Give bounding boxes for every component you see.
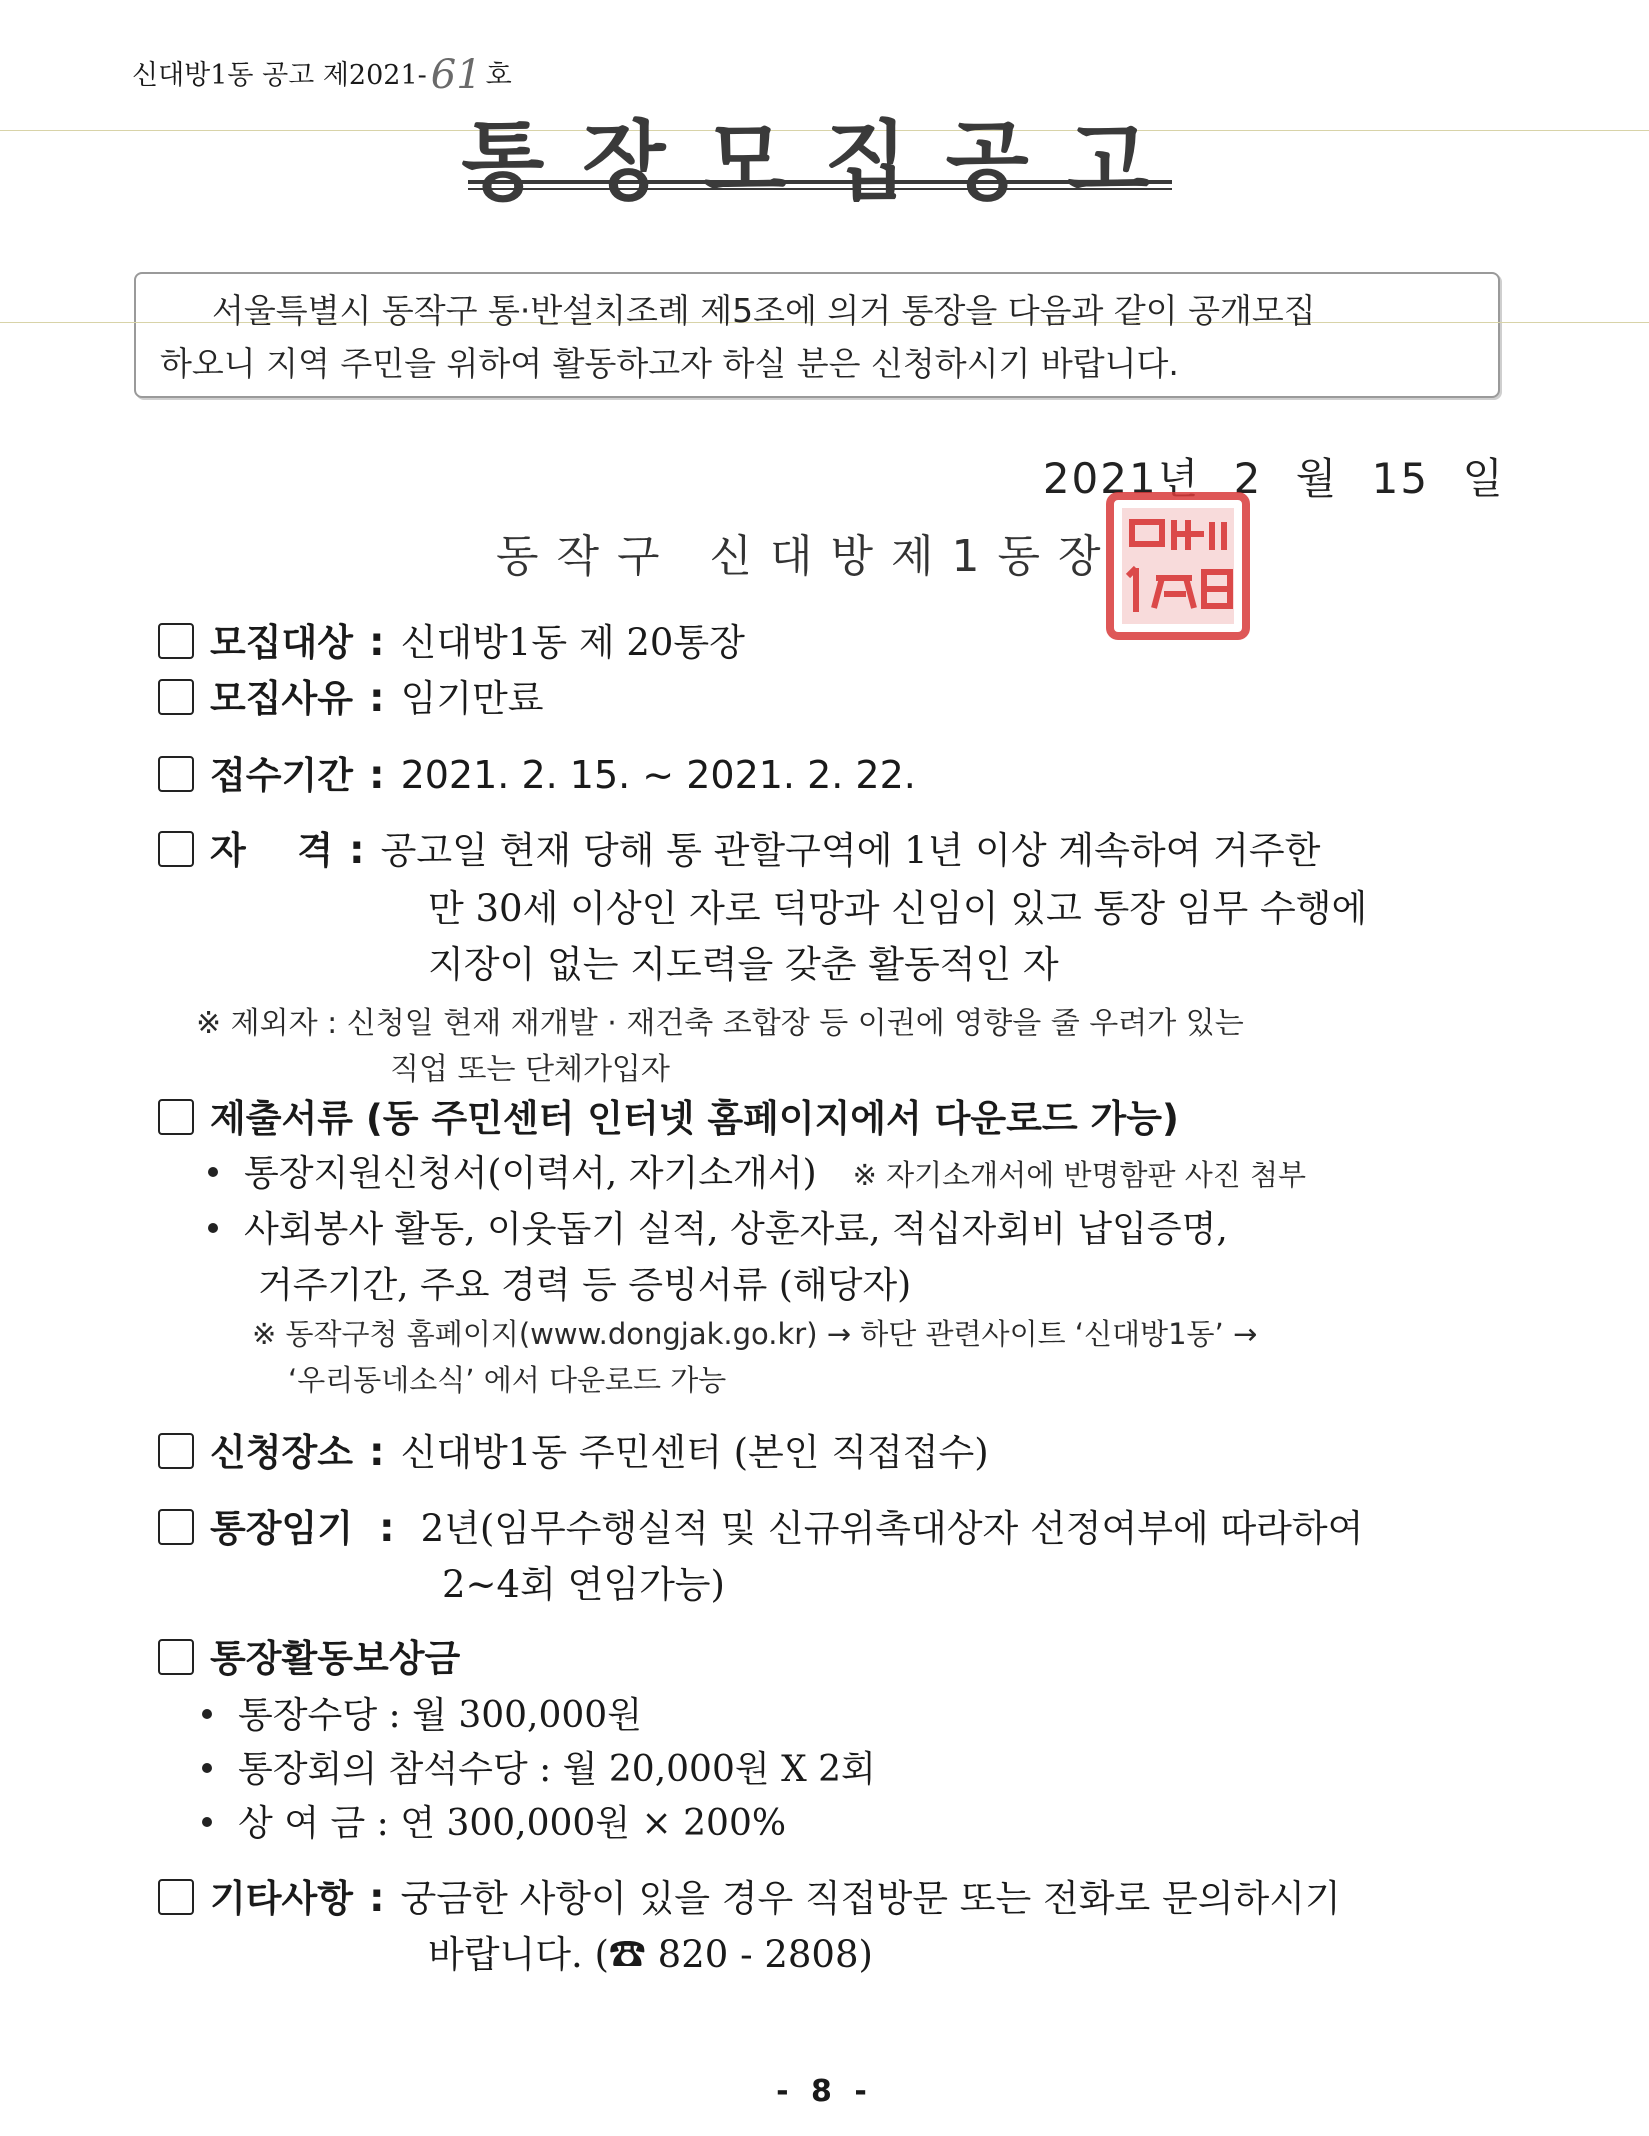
documents-b1: 통장지원신청서(이력서, 자기소개서) bbox=[244, 1153, 817, 1194]
other-line-2: 바랍니다. (☎ 820 - 2808) bbox=[428, 1933, 873, 1976]
colon: : bbox=[368, 620, 385, 665]
term-label: 통장임기 bbox=[210, 1507, 353, 1550]
intro-line-1: 서울특별시 동작구 통·반설치조례 제5조에 의거 통장을 다음과 같이 공개모집 bbox=[212, 291, 1316, 330]
reward-b1: 통장수당 : 월 300,000원 bbox=[238, 1695, 642, 1736]
item-target bbox=[158, 614, 745, 672]
reward-bullet-1 bbox=[202, 1688, 642, 1744]
documents-bullet-1 bbox=[208, 1146, 1306, 1203]
title-underline-thin bbox=[468, 188, 1172, 190]
term-line-1: 2년(임무수행실적 및 신규위촉대상자 선정여부에 따라하여 bbox=[420, 1507, 1364, 1550]
target-value: 신대방1동 제 20통장 bbox=[400, 621, 745, 664]
notice-suffix: 호 bbox=[485, 60, 512, 91]
place-label: 신청장소 bbox=[210, 1431, 353, 1474]
colon: : bbox=[368, 676, 385, 721]
qualification-label: 자 격 bbox=[210, 829, 334, 872]
item-place bbox=[158, 1424, 989, 1482]
qualification-line-2: 만 30세 이상인 자로 덕망과 신임이 있고 통장 임무 수행에 bbox=[428, 887, 1368, 930]
issue-date: 2021년 2 월 15 일 bbox=[1042, 454, 1505, 503]
bullet-icon bbox=[202, 1709, 212, 1719]
reward-bullet-3 bbox=[202, 1796, 786, 1852]
documents-note-line-1: ※ 동작구청 홈페이지(www.dongjak.go.kr) → 하단 관련사이트 ‘신대방1동’ → bbox=[252, 1317, 1258, 1351]
intro-line-2: 하오니 지역 주민을 위하여 활동하고자 하실 분은 신청하시기 바랍니다. bbox=[160, 344, 1179, 383]
page-number: - 8 - bbox=[776, 2074, 873, 2109]
reward-bullet-2 bbox=[202, 1742, 876, 1798]
bullet-icon bbox=[208, 1167, 218, 1177]
colon: : bbox=[349, 828, 365, 873]
exclusion-line-1: ※ 제외자 : 신청일 현재 재개발 · 재건축 조합장 등 이권에 영향을 줄 우려가 있는 bbox=[196, 1006, 1244, 1041]
bullet-icon bbox=[202, 1817, 212, 1827]
item-reward bbox=[158, 1630, 460, 1688]
qualification-line-1: 공고일 현재 당해 통 관할구역에 1년 이상 계속하여 거주한 bbox=[380, 829, 1321, 872]
notice-number bbox=[132, 48, 512, 98]
item-term bbox=[158, 1500, 1363, 1558]
issuer: 동작구 신대방제1동장 bbox=[496, 531, 1119, 582]
colon: : bbox=[368, 753, 385, 798]
colon: : bbox=[378, 1506, 395, 1551]
item-reason bbox=[158, 670, 544, 728]
item-other bbox=[158, 1870, 1341, 1928]
handwritten-number: 61 bbox=[430, 52, 482, 98]
other-label: 기타사항 bbox=[210, 1877, 353, 1920]
document-title: 통장모집공고 bbox=[461, 112, 1188, 212]
period-value: 2021. 2. 15. ~ 2021. 2. 22. bbox=[400, 753, 916, 797]
reward-b2: 통장회의 참석수당 : 월 20,000원 X 2회 bbox=[238, 1749, 876, 1790]
checkbox-icon bbox=[158, 1433, 194, 1469]
period-label: 접수기간 bbox=[210, 754, 353, 797]
checkbox-icon bbox=[158, 1099, 194, 1135]
reason-label: 모집사유 bbox=[210, 677, 353, 720]
target-label: 모집대상 bbox=[210, 621, 353, 664]
checkbox-icon bbox=[158, 1639, 194, 1675]
bullet-icon bbox=[202, 1763, 212, 1773]
qualification-line-3: 지장이 없는 지도력을 갖춘 활동적인 자 bbox=[428, 943, 1059, 986]
term-line-2: 2~4회 연임가능) bbox=[442, 1563, 725, 1606]
checkbox-icon bbox=[158, 831, 194, 867]
intro-text bbox=[160, 284, 1480, 390]
official-seal-icon bbox=[1092, 482, 1262, 652]
documents-b1-note: ※ 자기소개서에 반명함판 사진 첨부 bbox=[852, 1158, 1306, 1192]
checkbox-icon bbox=[158, 1879, 194, 1915]
reason-value: 임기만료 bbox=[400, 677, 544, 720]
item-period bbox=[158, 746, 916, 805]
other-line-1: 궁금한 사항이 있을 경우 직접방문 또는 전화로 문의하시기 bbox=[400, 1877, 1341, 1920]
exclusion-line-2: 직업 또는 단체가입자 bbox=[390, 1052, 670, 1087]
reward-label: 통장활동보상금 bbox=[210, 1637, 461, 1680]
checkbox-icon bbox=[158, 623, 194, 659]
documents-b2-line-1: 사회봉사 활동, 이웃돕기 실적, 상훈자료, 적십자회비 납입증명, bbox=[244, 1209, 1228, 1250]
documents-b2-line-2: 거주기간, 주요 경력 등 증빙서류 (해당자) bbox=[258, 1265, 912, 1306]
bullet-icon bbox=[208, 1223, 218, 1233]
place-value: 신대방1동 주민센터 (본인 직접접수) bbox=[400, 1431, 989, 1474]
reward-b3: 상 여 금 : 연 300,000원 × 200% bbox=[238, 1803, 787, 1844]
notice-prefix: 신대방1동 공고 제2021- bbox=[132, 60, 427, 91]
documents-note-line-2: ‘우리동네소식’ 에서 다운로드 가능 bbox=[288, 1363, 727, 1397]
colon: : bbox=[368, 1430, 385, 1475]
documents-bullet-2 bbox=[208, 1202, 1228, 1258]
item-qualification bbox=[158, 822, 1320, 880]
item-documents bbox=[158, 1090, 1179, 1148]
colon: : bbox=[368, 1876, 385, 1921]
checkbox-icon bbox=[158, 679, 194, 715]
title-underline bbox=[468, 180, 1172, 184]
checkbox-icon bbox=[158, 756, 194, 792]
checkbox-icon bbox=[158, 1509, 194, 1545]
documents-label: 제출서류 (동 주민센터 인터넷 홈페이지에서 다운로드 가능) bbox=[210, 1097, 1179, 1140]
